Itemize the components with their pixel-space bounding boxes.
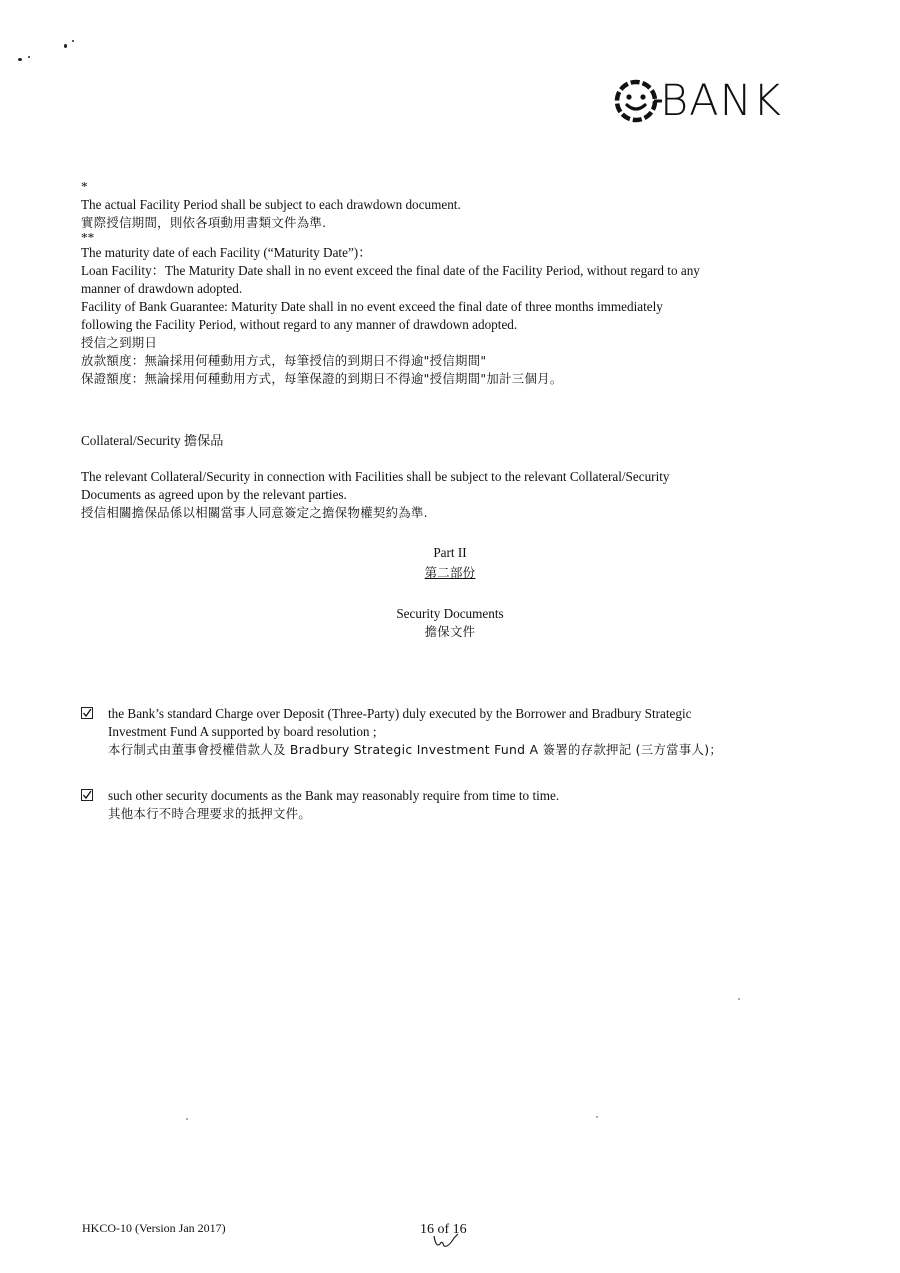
note-marker-double: ** [81,230,95,245]
scan-artifact [186,1118,188,1120]
loan-facility-zh: 放款額度：無論採用何種動用方式，每筆授信的到期日不得逾"授信期間" [81,353,487,368]
loan-facility-line2: manner of drawdown adopted. [81,281,243,296]
handwritten-initials-icon [432,1232,462,1252]
checkbox-checked-icon [81,707,93,719]
logo-text: BANK [660,75,782,126]
collateral-heading: Collateral/Security 擔保品 [81,433,224,448]
part2-title-zh [0,563,900,583]
security-documents-title-en: Security Documents [396,606,504,621]
security-document-item [81,705,821,765]
security-documents-title-zh: 擔保文件 [424,624,476,639]
smiley-face-icon [612,76,662,126]
maturity-date-title-zh: 授信之到期日 [81,335,158,350]
loan-facility-line1: Loan Facility：The Maturity Date shall in no event exceed the final date of the Facility Period, without regard to any [81,263,700,278]
security-document-zh: 本行制式由董事會授權借款人及 Bradbury Strategic Investment Fund A 簽署的存款押記 (三方當事人)； [108,742,723,757]
facility-notes [81,178,811,388]
security-document-line2: Investment Fund A supported by board resolution ; [108,724,377,739]
security-document-item [81,787,821,827]
form-version: HKCO-10 (Version Jan 2017) [82,1221,226,1235]
facility-period-note-zh: 實際授信期間，則依各項動用書類文件為準. [81,215,327,230]
bank-logo [612,76,782,126]
guarantee-zh: 保證額度：無論採用何種動用方式，每筆保證的到期日不得逾"授信期間"加計三個月。 [81,371,563,386]
collateral-body-line1: The relevant Collateral/Security in connection with Facilities shall be subject to the relevant Collateral/Security [81,469,670,484]
facility-period-note-en: The actual Facility Period shall be subject to each drawdown document. [81,197,461,212]
security-document-line1: the Bank’s standard Charge over Deposit (Three-Party) duly executed by the Borrower and Bradbury Strategic [108,706,692,721]
maturity-date-title-en: The maturity date of each Facility (“Maturity Date”)： [81,245,372,260]
guarantee-line2: following the Facility Period, without regard to any manner of drawdown adopted. [81,317,518,332]
collateral-heading-block [81,432,811,450]
note-marker-single: * [81,179,88,194]
collateral-body-line2: Documents as agreed upon by the relevant parties. [81,487,347,502]
scan-artifact [738,998,740,1000]
scan-artifact [596,1116,598,1118]
collateral-body-zh: 授信相關擔保品係以相關當事人同意簽定之擔保物權契約為準. [81,505,428,520]
part2-title-zh-text: 第二部份 [424,565,476,580]
security-document-zh: 其他本行不時合理要求的抵押文件。 [108,806,312,821]
collateral-body [81,468,811,522]
scan-artifact [16,38,86,68]
security-document-line1: such other security documents as the Bank may reasonably require from time to time. [108,788,560,803]
guarantee-line1: Facility of Bank Guarantee: Maturity Date shall in no event exceed the final date of three months immediately [81,299,663,314]
part2-title-en: Part II [433,545,467,560]
page-number: 16 of 16 [420,1222,467,1237]
checkbox-checked-icon [81,789,93,801]
